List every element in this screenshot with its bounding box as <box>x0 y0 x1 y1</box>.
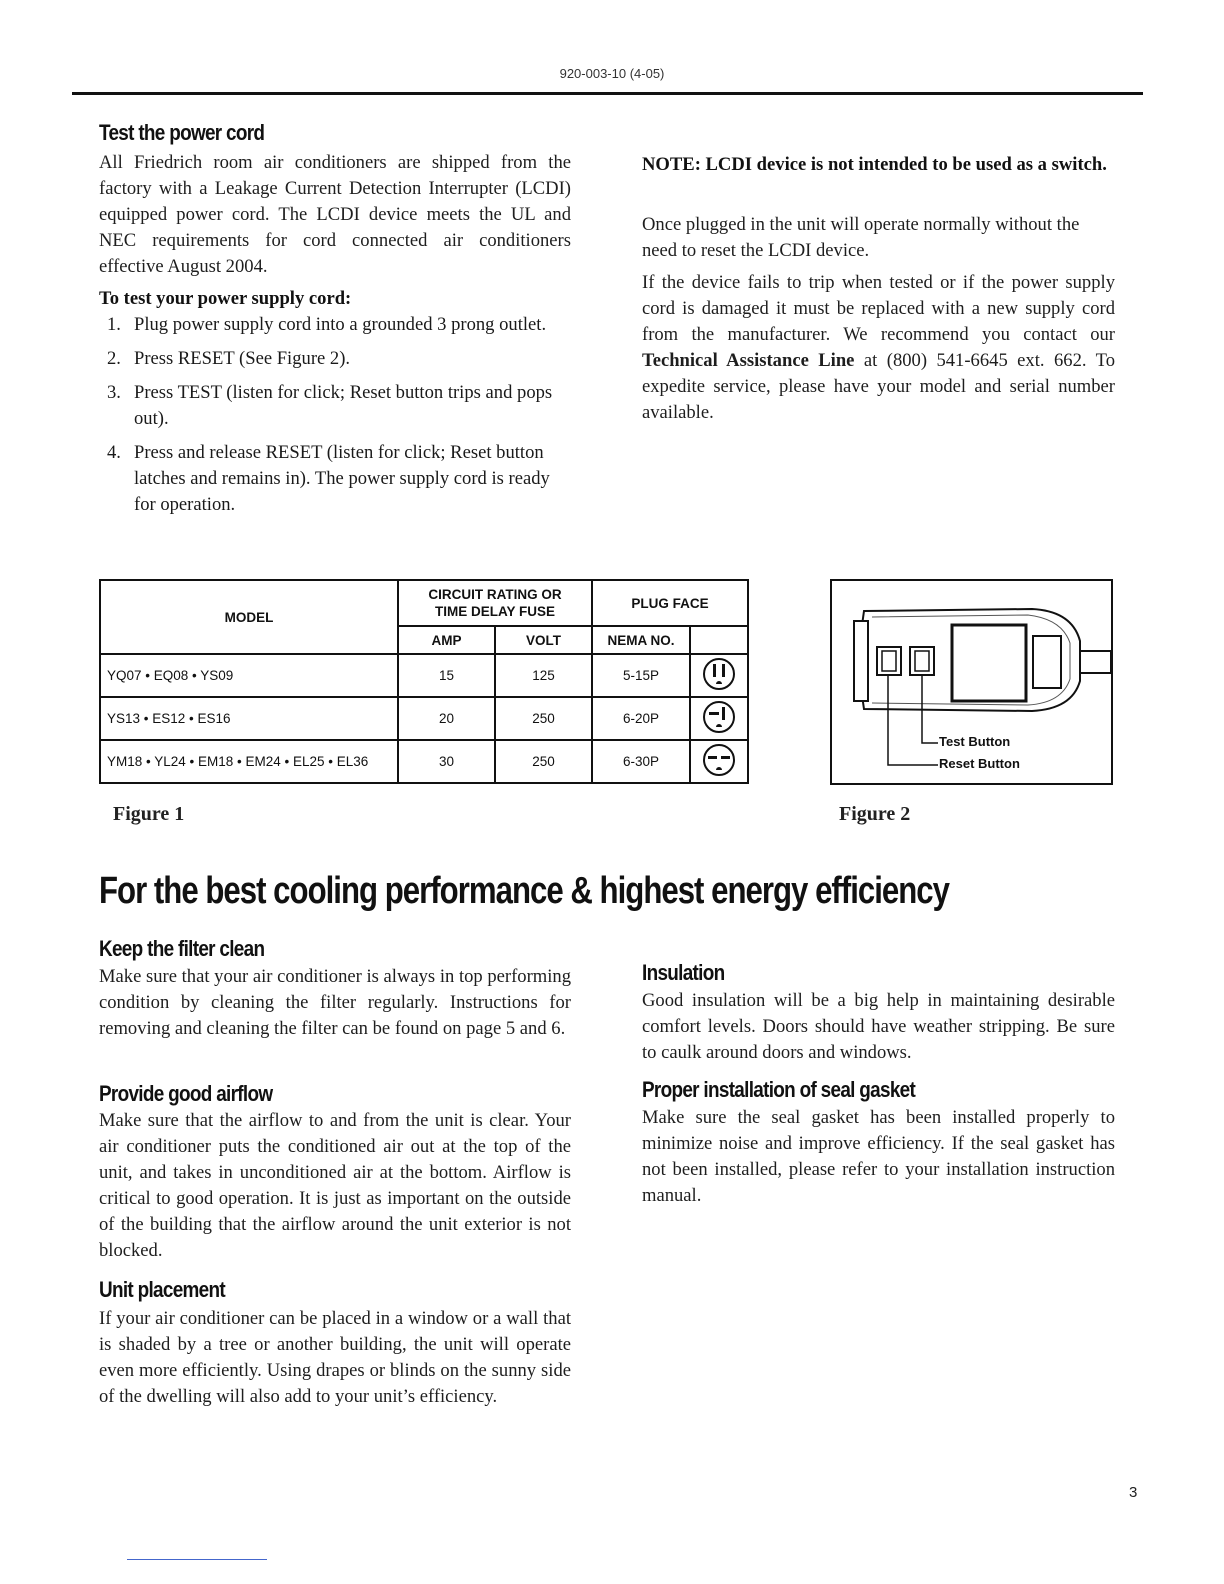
test-cord-heading: Test the power cord <box>99 120 265 145</box>
step-text: Press and release RESET (listen for click; Reset button latches and remains in). The power supply cord is ready for operation. <box>134 442 550 515</box>
step-number: 4. <box>107 442 121 463</box>
step-text: Plug power supply cord into a grounded 3 prong outlet. <box>134 314 547 335</box>
technical-assistance-line: Technical Assistance Line <box>642 350 855 371</box>
lcdi-para-2-end: at (800) 541-6645 ext. 662. To expedite service, please have your model and serial number available. <box>642 350 1115 423</box>
airflow-text: Make sure that the airflow to and from the unit is clear. Your air conditioner puts the conditioned air out at the top of the unit, and takes in unconditioned air at the bottom. Airflow is critical to good operation. It is just as important on the outside of the building that the airflow around the unit exterior is not blocked. <box>99 1110 571 1261</box>
col-model-header: MODEL <box>100 580 398 654</box>
test-button-label: Test Button <box>939 734 1011 749</box>
model-cell: YS13 • ES12 • ES16 <box>100 697 398 740</box>
nema-cell: 6-20P <box>592 697 690 740</box>
document-number: 920-003-10 (4-05) <box>559 66 665 81</box>
nema-cell: 5-15P <box>592 654 690 697</box>
lcdi-para-normal-operation <box>642 212 1115 264</box>
lcdi-para-1-text: Once plugged in the unit will operate normally without the need to reset the LCDI device. <box>642 214 1080 261</box>
filter-section <box>99 964 571 1042</box>
step-number: 3. <box>107 382 121 403</box>
volt-cell: 250 <box>495 740 592 783</box>
insulation-heading: Insulation <box>642 960 725 985</box>
gasket-text: Make sure the seal gasket has been installed properly to minimize noise and improve efficiency. If the seal gasket has not been installed, please refer to your installation instruction manual. <box>642 1107 1115 1206</box>
col-circuit-header <box>398 580 592 626</box>
table-row <box>100 740 748 783</box>
plug-6-20p-icon <box>702 700 736 734</box>
page-number: 3 <box>1129 1484 1138 1501</box>
placement-text: If your air conditioner can be placed in a window or a wall that is shaded by a tree or another building, the unit will operate even more efficiently. Using drapes or blinds on the sunny side of the dwelling will also add to your unit’s efficiency. <box>99 1308 571 1407</box>
amp-cell: 15 <box>398 654 495 697</box>
test-steps-list <box>99 312 571 526</box>
col-nema-header: NEMA NO. <box>592 626 690 654</box>
filter-heading: Keep the filter clean <box>99 936 265 961</box>
header-rule <box>72 92 1143 95</box>
circuit-rating-table <box>99 579 749 784</box>
reset-button-label: Reset Button <box>939 756 1020 771</box>
nema-cell: 6-30P <box>592 740 690 783</box>
volt-cell: 250 <box>495 697 592 740</box>
test-cord-subheading: To test your power supply cord: <box>99 288 352 309</box>
gasket-section <box>642 1105 1115 1209</box>
test-step <box>99 380 571 432</box>
plug-face-cell <box>690 697 748 740</box>
footer-link-rule <box>127 1559 267 1560</box>
col-circuit-header-text: CIRCUIT RATING OR TIME DELAY FUSE <box>428 587 562 619</box>
col-amp-header: AMP <box>398 626 495 654</box>
test-step <box>99 346 571 372</box>
table-row <box>100 697 748 740</box>
step-number: 2. <box>107 348 121 369</box>
airflow-heading: Provide good airflow <box>99 1081 273 1106</box>
lcdi-para-2 <box>642 270 1115 426</box>
table-row <box>100 654 748 697</box>
insulation-section <box>642 988 1115 1066</box>
plug-face-cell <box>690 740 748 783</box>
insulation-text: Good insulation will be a big help in maintaining desirable comfort levels. Doors should have weather stripping. Be sure to caulk around doors and windows. <box>642 990 1115 1063</box>
test-cord-intro-text: All Friedrich room air conditioners are shipped from the factory with a Leakage Current Detection Interrupter (LCDI) equipped power cord. The LCDI device meets the UL and NEC requirements for cord connected air conditioners effective August 2004. <box>99 152 571 277</box>
main-heading: For the best cooling performance & highest energy efficiency <box>99 870 949 912</box>
figure-2-caption: Figure 2 <box>839 803 911 825</box>
gasket-heading: Proper installation of seal gasket <box>642 1077 916 1102</box>
placement-section <box>99 1306 571 1410</box>
amp-cell: 30 <box>398 740 495 783</box>
col-plug-icon-header <box>690 626 748 654</box>
amp-cell: 20 <box>398 697 495 740</box>
col-plug-header: PLUG FACE <box>592 580 748 626</box>
placement-heading: Unit placement <box>99 1277 225 1302</box>
plug-5-15p-icon <box>702 657 736 691</box>
step-text: Press RESET (See Figure 2). <box>134 348 351 369</box>
step-text: Press TEST (listen for click; Reset button trips and pops out). <box>134 382 553 429</box>
plug-6-30p-icon <box>702 743 736 777</box>
col-volt-header: VOLT <box>495 626 592 654</box>
filter-text: Make sure that your air conditioner is always in top performing condition by cleaning the filter regularly. Instructions for removing and cleaning the filter can be found on page 5 and 6. <box>99 966 571 1039</box>
figure-2-frame <box>830 579 1113 785</box>
test-step <box>99 440 571 518</box>
volt-cell: 125 <box>495 654 592 697</box>
lcdi-note: NOTE: LCDI device is not intended to be used as a switch. <box>642 154 1107 175</box>
lcdi-plug-illustration <box>832 581 1111 783</box>
step-number: 1. <box>107 314 121 335</box>
lcdi-para-replacement <box>642 270 1115 426</box>
airflow-section <box>99 1108 571 1264</box>
test-cord-intro <box>99 150 571 280</box>
lcdi-para-2-start: If the device fails to trip when tested or if the power supply cord is damaged it must be replaced with a new supply cord from the manufacturer. We recommend you contact our <box>642 272 1115 345</box>
plug-face-cell <box>690 654 748 697</box>
model-cell: YQ07 • EQ08 • YS09 <box>100 654 398 697</box>
figure-1-caption: Figure 1 <box>113 803 185 825</box>
model-cell: YM18 • YL24 • EM18 • EM24 • EL25 • EL36 <box>100 740 398 783</box>
test-step <box>99 312 571 338</box>
